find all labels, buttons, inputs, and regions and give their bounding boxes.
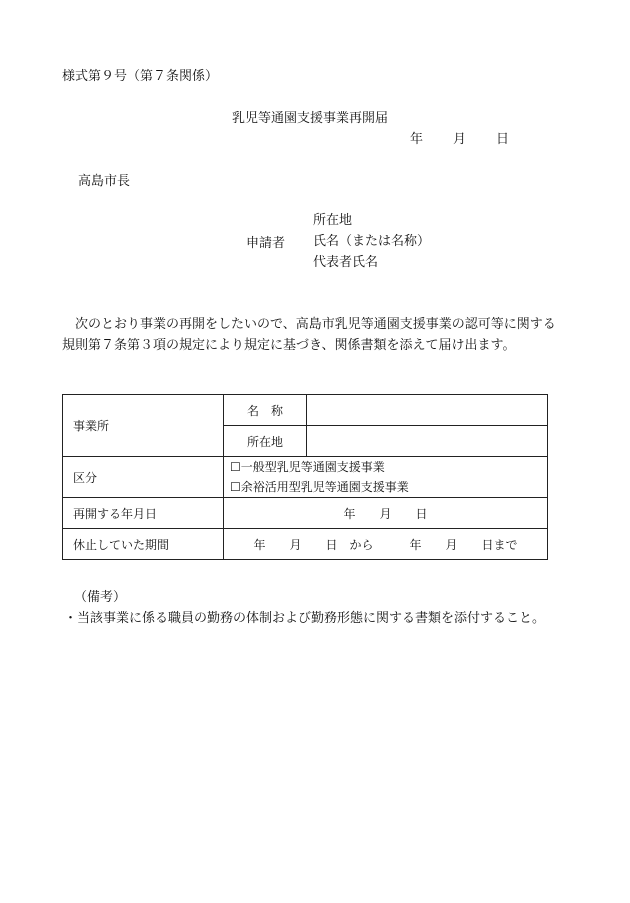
table-row (63, 529, 548, 560)
table-row (63, 498, 548, 529)
office-location-label: 所在地 (224, 426, 307, 457)
suspension-period-label: 休止していた期間 (63, 529, 224, 560)
remarks-heading: （備考） (74, 590, 127, 605)
resume-date-field[interactable]: 年 月 日 (224, 498, 548, 529)
document-title: 乳児等通園支援事業再開届 (232, 111, 389, 126)
office-name-label: 名 称 (224, 395, 307, 426)
body-text: 次のとおり事業の再開をしたいので、高島市乳児等通園支援事業の認可等に関する規則第７条第３項の規定により規定に基づき、関係書類を添えて届け出ます。 (62, 317, 556, 353)
suspension-period-field[interactable]: 年 月 日 から 年 月 日まで (224, 529, 548, 560)
date-month-label: 月 (453, 132, 467, 147)
remarks-item: ・当該事業に係る職員の勤務の体制および勤務形態に関する書類を添付すること。 (64, 611, 546, 626)
resume-date-label: 再開する年月日 (63, 498, 224, 529)
category-options (224, 457, 548, 498)
applicant-name-label: 氏名（または名称） (313, 234, 431, 249)
office-label: 事業所 (63, 395, 224, 457)
date-year-label: 年 (410, 132, 424, 147)
addressee: 高島市長 (78, 174, 131, 189)
form-number: 様式第９号（第７条関係） (62, 69, 219, 84)
date-line (410, 128, 509, 147)
office-name-field[interactable] (307, 395, 548, 426)
table-row (63, 395, 548, 426)
category-option-general[interactable]: ☐一般型乳児等通園支援事業 (230, 460, 385, 474)
office-location-field[interactable] (307, 426, 548, 457)
application-table (62, 394, 548, 560)
date-day-label: 日 (496, 132, 510, 147)
applicant-representative-label: 代表者氏名 (313, 255, 379, 270)
table-row (63, 457, 548, 498)
category-option-surplus[interactable]: ☐余裕活用型乳児等通園支援事業 (230, 480, 409, 494)
applicant-address-label: 所在地 (313, 213, 353, 228)
category-label: 区分 (63, 457, 224, 498)
applicant-fields (313, 210, 430, 273)
applicant-label: 申請者 (246, 236, 286, 251)
